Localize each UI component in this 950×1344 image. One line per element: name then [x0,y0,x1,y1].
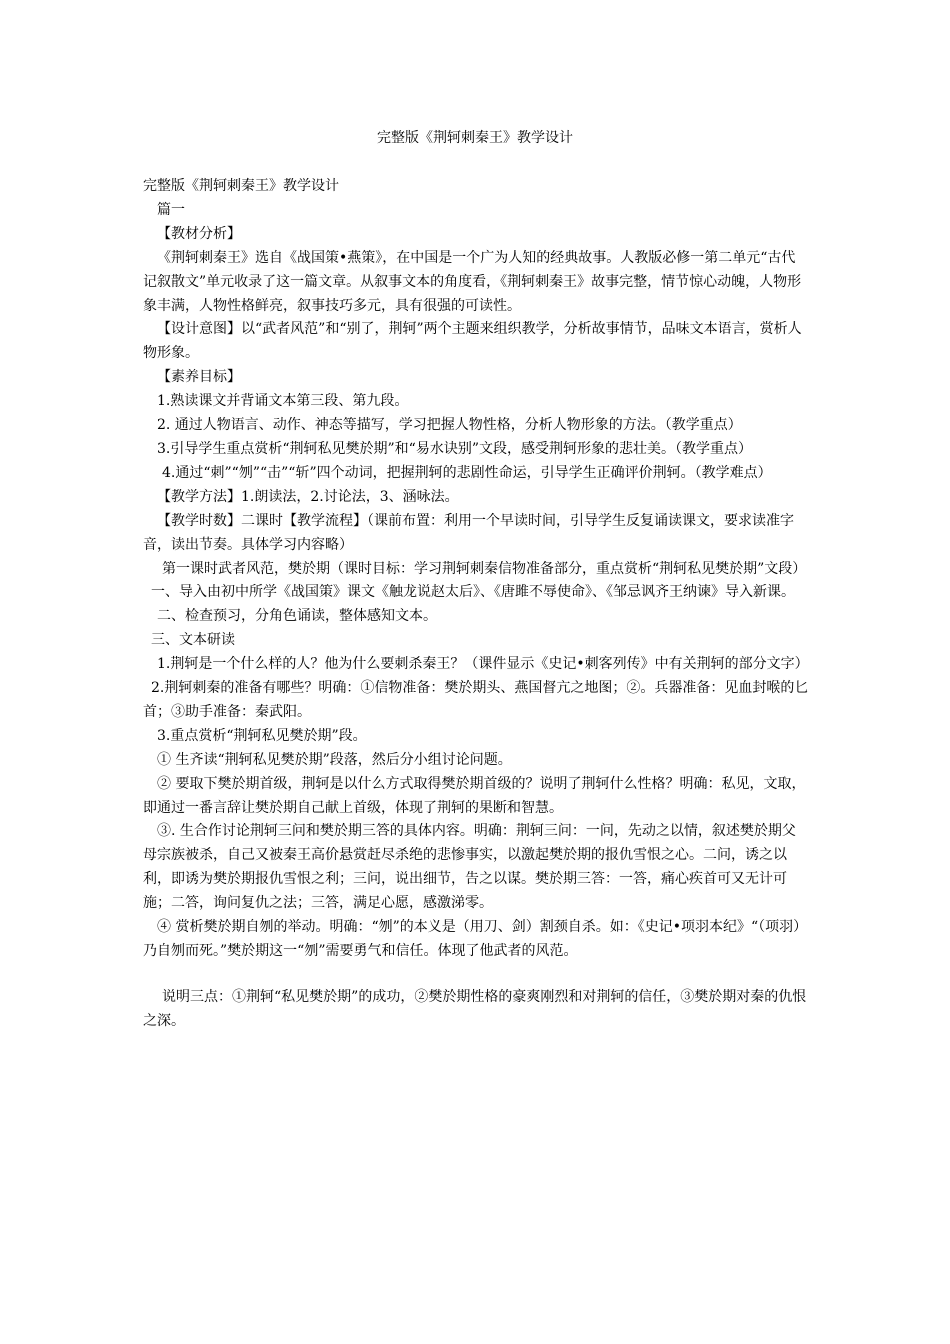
objective-item-2: 2. 通过人物语言、动作、神态等描写，学习把握人物性格，分析人物形象的方法。（教学重点） [157,417,742,434]
paragraph-design-intent: 【设计意图】以“武者风范”和“别了，荆轲”两个主题来组织教学，分析故事情节，品味文本语言，赏析人物形象。 [143,321,802,362]
paragraph-summary: 说明三点：①荆轲“私见樊於期”的成功，②樊於期性格的豪爽刚烈和对荆轲的信任，③樊於期对秦的仇恨之深。 [143,988,807,1029]
subtitle-paragraph: 完整版《荆轲刺秦王》教学设计 [143,178,339,194]
heading-textbook-analysis: 【教材分析】 [157,225,241,242]
paragraph-first-lesson: 第一课时武者风范，樊於期（课时目标：学习荆轲刺秦信物准备部分，重点赏析“荆轲私见樊於期”文段） [162,560,807,577]
objective-item-4: 4.通过“刺”“刎”“击”“斩”四个动词，把握荆轲的悲剧性命运，引导学生正确评价荆轲。（教学难点） [162,464,772,481]
question-item-1: 1.荆轲是一个什么样的人？他为什么要刺杀秦王？（课件显示《史记•刺客列传》中有关荆轲的部分文字） [157,656,809,673]
objective-item-1: 1.熟读课文并背诵文本第三段、第九段。 [157,393,409,410]
blank-line [143,964,809,986]
paragraph-teaching-methods: 【教学方法】1.朗读法，2.讨论法，3、涵咏法。 [157,488,459,505]
section-label: 篇一 [157,201,185,218]
step-introduction: 一、导入由初中所学《战国策》课文《触龙说赵太后》、《唐雎不辱使命》、《邹忌讽齐王纳谏》导入新课。 [151,584,795,601]
objective-item-3: 3.引导学生重点赏析“荆轲私见樊於期”和“易水诀别”文段，感受荆轲形象的悲壮美。（教学重点） [157,440,752,457]
heading-objectives: 【素养目标】 [157,369,241,386]
step-text-study: 三、文本研读 [151,632,235,649]
sub-item-4: ④ 赏析樊於期自刎的举动。明确：“刎”的本义是（用刀、剑）割颈自杀。如：《史记•项羽本纪》“（项羽）乃自刎而死。”樊於期这一“刎”需要勇气和信任。体现了他武者的风范。 [143,919,808,959]
sub-item-3: ③. 生合作讨论荆轲三问和樊於期三答的具体内容。明确：荆轲三问：一问，先动之以情，叙述樊於期父母宗族被杀，自己又被秦王高价悬赏赶尽杀绝的悲惨事实，以激起樊於期的报仇雪恨之心。二问，诱之以利，即诱为樊於期报仇雪恨之利；三问，说出细节，告之以谋。樊於期三答：一答，痛心疾首可又无计可施；二答，询问复仇之法；三答，满足心愿，感激涕零。 [143,823,796,912]
step-preview-check: 二、检查预习，分角色诵读，整体感知文本。 [157,608,437,625]
sub-item-2: ② 要取下樊於期首级，荆轲是以什么方式取得樊於期首级的？说明了荆轲什么性格？明确：私见，文取，即通过一番言辞让樊於期自己献上首级，体现了荆轲的果断和智慧。 [143,775,806,816]
document-body [143,175,809,1034]
paragraph-textbook-analysis: 《荆轲刺秦王》选自《战国策•燕策》，在中国是一个广为人知的经典故事。人教版必修一第二单元“古代记叙散文”单元收录了这一篇文章。从叙事文本的角度看，《荆轲刺秦王》故事完整，情节惊心动魄，人物形象丰满，人物性格鲜亮，叙事技巧多元，具有很强的可读性。 [143,249,802,314]
page-title: 完整版《荆轲刺秦王》教学设计 [377,130,573,146]
question-item-2: 2.荆轲刺秦的准备有哪些？明确：①信物准备：樊於期头、燕国督亢之地图；②。兵器准备：见血封喉的匕首；③助手准备：秦武阳。 [143,680,809,720]
sub-item-1: ① 生齐读“荆轲私见樊於期”段落，然后分小组讨论问题。 [157,751,512,768]
question-item-3: 3.重点赏析“荆轲私见樊於期”段。 [157,727,367,744]
paragraph-teaching-hours: 【教学时数】二课时【教学流程】（课前布置：利用一个早读时间，引导学生反复诵读课文，要求读准字音，读出节奏。具体学习内容略） [143,512,794,553]
